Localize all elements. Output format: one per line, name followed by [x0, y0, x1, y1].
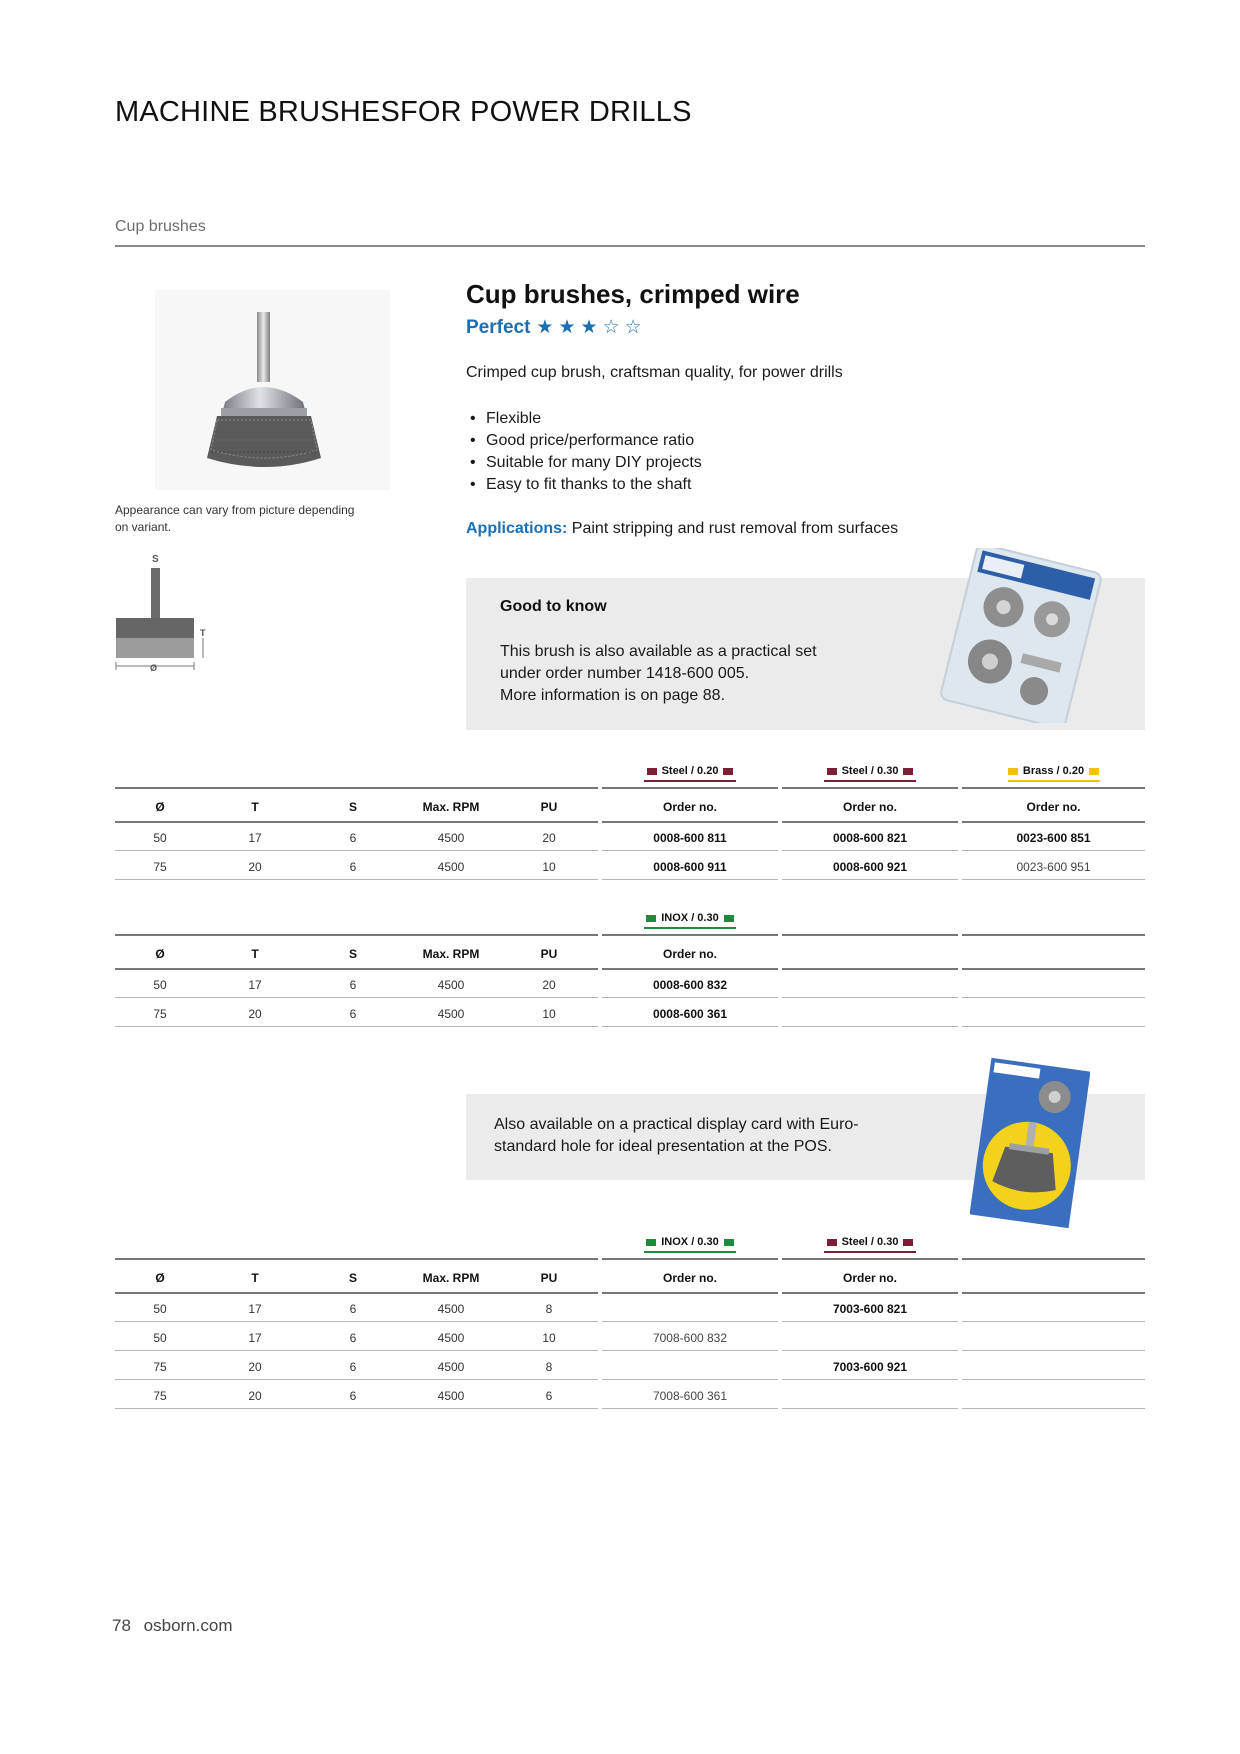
- order-number-cell: 0008-600 361: [652, 1007, 728, 1021]
- table-cell-t: 20: [248, 1360, 262, 1374]
- column-header-d: Ø: [155, 1271, 165, 1285]
- table-cell-pu: 8: [545, 1302, 553, 1316]
- table-row-rule: [602, 850, 778, 851]
- material-name: Steel / 0.30: [841, 1236, 899, 1248]
- column-header-s: S: [348, 800, 357, 814]
- rating-stars: [536, 318, 646, 338]
- photo-caption: Appearance can vary from picture depending on variant.: [115, 503, 355, 534]
- order-number-cell: 0008-600 811: [653, 831, 727, 845]
- table-cell-s: 6: [349, 860, 357, 874]
- material-color-swatch: [827, 1239, 837, 1246]
- table-cell-s: 6: [349, 1331, 357, 1345]
- display-card-text: Also available on a practical display card with Euro-standard hole for ideal presentation at the POS.: [494, 1116, 859, 1155]
- order-number-cell: 7008-600 832: [652, 1331, 728, 1345]
- table-row-rule: [602, 1026, 778, 1027]
- table-row-rule: [962, 1026, 1145, 1027]
- order-number-cell: 0008-600 911: [653, 860, 727, 874]
- table-row-rule: [782, 1350, 958, 1351]
- column-header-pu: PU: [540, 1271, 558, 1285]
- good-to-know-title: Good to know: [500, 598, 607, 615]
- table-cell-rpm: 4500: [437, 1007, 465, 1021]
- table-cell-t: 17: [248, 1302, 262, 1316]
- section-label: Cup brushes: [115, 218, 206, 235]
- table-row-rule: [782, 1379, 958, 1380]
- material-label: [782, 1234, 958, 1250]
- material-color-swatch: [646, 1239, 656, 1246]
- table-header-bottom-rule: [782, 821, 958, 823]
- star-filled-icon: ★: [580, 317, 598, 338]
- table-row-rule: [962, 1408, 1145, 1409]
- table-row-rule: [115, 850, 598, 851]
- material-name: INOX / 0.30: [661, 912, 719, 924]
- drawing-d-label: Ø: [150, 663, 158, 673]
- order-number-cell: 0023-600 951: [1016, 860, 1091, 874]
- table-cell-pu: 10: [542, 860, 556, 874]
- table-header-bottom-rule: [115, 968, 598, 970]
- table-row-rule: [115, 997, 598, 998]
- material-label: [602, 763, 778, 779]
- column-header-s: S: [348, 1271, 357, 1285]
- page-footer: [112, 1616, 232, 1636]
- column-header-order-no: Order no.: [842, 800, 897, 814]
- order-number-cell: 0008-600 821: [832, 831, 908, 845]
- table-row-rule: [115, 879, 598, 880]
- table-header-top-rule: [115, 934, 598, 936]
- table-header-top-rule: [962, 1258, 1145, 1260]
- table-header-top-rule: [962, 787, 1145, 789]
- column-header-t: T: [251, 1271, 259, 1285]
- display-card-photo: [970, 1058, 1090, 1228]
- table-cell-d: 75: [153, 860, 167, 874]
- brush-set-package-photo: [935, 548, 1105, 723]
- table-row-rule: [115, 1350, 598, 1351]
- table-header-top-rule: [782, 934, 958, 936]
- table-row-rule: [782, 1321, 958, 1322]
- order-number-cell: 0008-600 921: [832, 860, 908, 874]
- table-row-rule: [115, 1379, 598, 1380]
- table-cell-rpm: 4500: [437, 978, 465, 992]
- footer-site: osborn.com: [143, 1616, 233, 1635]
- feature-item: • Suitable for many DIY projects: [470, 454, 702, 471]
- column-header-t: T: [251, 800, 259, 814]
- table-row-rule: [602, 1321, 778, 1322]
- applications-text: Paint stripping and rust removal from surfaces: [571, 520, 899, 537]
- drawing-t-label: T: [200, 628, 206, 638]
- table-cell-s: 6: [349, 831, 357, 845]
- order-number-cell: 7003-600 821: [832, 1302, 908, 1316]
- table-header-top-rule: [602, 787, 778, 789]
- table-cell-d: 50: [153, 831, 167, 845]
- material-color-swatch: [723, 768, 733, 775]
- material-label: [602, 1234, 778, 1250]
- table-row-rule: [602, 997, 778, 998]
- column-header-pu: PU: [540, 800, 558, 814]
- material-color-swatch: [647, 768, 657, 775]
- table-header-bottom-rule: [782, 968, 958, 970]
- table-cell-rpm: 4500: [437, 860, 465, 874]
- quality-label: Perfect: [466, 317, 531, 338]
- table-cell-pu: 6: [545, 1389, 553, 1403]
- column-header-rpm: Max. RPM: [422, 947, 480, 961]
- table-row-rule: [962, 1321, 1145, 1322]
- order-number-cell: 0008-600 832: [652, 978, 728, 992]
- table-row-rule: [115, 1321, 598, 1322]
- dimension-drawing: [112, 550, 217, 675]
- quality-rating: [466, 317, 647, 339]
- table-row-rule: [782, 1408, 958, 1409]
- material-color-swatch: [827, 768, 837, 775]
- table-cell-d: 50: [153, 978, 167, 992]
- page-title: MACHINE BRUSHESFOR POWER DRILLS: [115, 96, 692, 128]
- table-row-rule: [115, 1026, 598, 1027]
- table-cell-t: 17: [248, 1331, 262, 1345]
- table-cell-pu: 10: [542, 1007, 556, 1021]
- table-row-rule: [962, 997, 1145, 998]
- table-row-rule: [782, 1026, 958, 1027]
- table-header-top-rule: [115, 787, 598, 789]
- material-color-swatch: [724, 915, 734, 922]
- table-row-rule: [782, 997, 958, 998]
- column-header-s: S: [348, 947, 357, 961]
- table-header-top-rule: [782, 787, 958, 789]
- material-underline: [644, 1251, 736, 1253]
- column-header-order-no: Order no.: [662, 800, 717, 814]
- section-divider: [115, 245, 1145, 247]
- table-cell-d: 75: [153, 1389, 167, 1403]
- material-color-swatch: [903, 768, 913, 775]
- table-cell-rpm: 4500: [437, 1389, 465, 1403]
- table-cell-t: 17: [248, 831, 262, 845]
- table-row-rule: [602, 1379, 778, 1380]
- table-cell-d: 75: [153, 1007, 167, 1021]
- material-name: Brass / 0.20: [1022, 765, 1085, 777]
- table-cell-pu: 20: [542, 978, 556, 992]
- table-row-rule: [962, 1379, 1145, 1380]
- material-name: Steel / 0.20: [661, 765, 719, 777]
- order-number-cell: 7008-600 361: [652, 1389, 728, 1403]
- table-cell-t: 20: [248, 1007, 262, 1021]
- cup-brush-photo: [155, 290, 390, 490]
- table-cell-s: 6: [349, 1360, 357, 1374]
- table-cell-t: 20: [248, 860, 262, 874]
- table-header-bottom-rule: [602, 968, 778, 970]
- table-row-rule: [602, 879, 778, 880]
- table-row-rule: [602, 1350, 778, 1351]
- table-row-rule: [782, 850, 958, 851]
- table-row-rule: [962, 850, 1145, 851]
- table-row-rule: [782, 879, 958, 880]
- column-header-order-no: Order no.: [842, 1271, 897, 1285]
- column-header-rpm: Max. RPM: [422, 1271, 480, 1285]
- material-label: [602, 910, 778, 926]
- table-cell-s: 6: [349, 1302, 357, 1316]
- table-cell-s: 6: [349, 1007, 357, 1021]
- material-color-swatch: [903, 1239, 913, 1246]
- table-cell-rpm: 4500: [437, 831, 465, 845]
- column-header-t: T: [251, 947, 259, 961]
- table-header-bottom-rule: [962, 821, 1145, 823]
- column-header-d: Ø: [155, 947, 165, 961]
- table-header-bottom-rule: [962, 1292, 1145, 1294]
- applications-label: Applications:: [466, 520, 568, 537]
- table-cell-d: 50: [153, 1331, 167, 1345]
- good-to-know-text: This brush is also available as a practical set under order number 1418-600 005. More information is on page 88.: [500, 643, 817, 704]
- table-row-rule: [115, 1408, 598, 1409]
- feature-item: • Easy to fit thanks to the shaft: [470, 476, 692, 493]
- feature-item: • Good price/performance ratio: [470, 432, 695, 449]
- applications: [466, 520, 898, 538]
- material-label: [962, 763, 1145, 779]
- material-color-swatch: [724, 1239, 734, 1246]
- drawing-s-label: S: [152, 554, 159, 565]
- column-header-rpm: Max. RPM: [422, 800, 480, 814]
- column-header-order-no: Order no.: [662, 1271, 717, 1285]
- material-color-swatch: [646, 915, 656, 922]
- table-cell-rpm: 4500: [437, 1331, 465, 1345]
- material-underline: [644, 780, 736, 782]
- column-header-order-no: Order no.: [662, 947, 717, 961]
- table-cell-s: 6: [349, 1389, 357, 1403]
- table-header-bottom-rule: [115, 1292, 598, 1294]
- material-underline: [644, 927, 736, 929]
- star-outline-icon: ☆: [624, 317, 642, 338]
- table-cell-d: 50: [153, 1302, 167, 1316]
- table-cell-pu: 20: [542, 831, 556, 845]
- table-header-bottom-rule: [602, 821, 778, 823]
- star-filled-icon: ★: [536, 317, 554, 338]
- product-intro: Crimped cup brush, craftsman quality, for power drills: [466, 364, 843, 381]
- material-underline: [1008, 780, 1100, 782]
- table-cell-t: 17: [248, 978, 262, 992]
- page-number: 78: [112, 1616, 131, 1635]
- table-header-top-rule: [602, 934, 778, 936]
- material-color-swatch: [1008, 768, 1018, 775]
- table-cell-rpm: 4500: [437, 1302, 465, 1316]
- material-underline: [824, 780, 916, 782]
- table-row-rule: [962, 879, 1145, 880]
- table-cell-rpm: 4500: [437, 1360, 465, 1374]
- table-header-bottom-rule: [602, 1292, 778, 1294]
- feature-item: • Flexible: [470, 410, 542, 427]
- table-cell-d: 75: [153, 1360, 167, 1374]
- table-row-rule: [602, 1408, 778, 1409]
- material-name: INOX / 0.30: [661, 1236, 719, 1248]
- column-header-d: Ø: [155, 800, 165, 814]
- product-title: Cup brushes, crimped wire: [466, 279, 800, 309]
- table-row-rule: [962, 1350, 1145, 1351]
- column-header-order-no: Order no.: [1026, 800, 1081, 814]
- table-header-bottom-rule: [962, 968, 1145, 970]
- table-header-top-rule: [782, 1258, 958, 1260]
- table-cell-pu: 10: [542, 1331, 556, 1345]
- table-header-top-rule: [602, 1258, 778, 1260]
- star-outline-icon: ☆: [602, 317, 620, 338]
- table-header-bottom-rule: [115, 821, 598, 823]
- table-cell-s: 6: [349, 978, 357, 992]
- material-color-swatch: [1089, 768, 1099, 775]
- material-label: [782, 763, 958, 779]
- table-cell-t: 20: [248, 1389, 262, 1403]
- table-header-top-rule: [115, 1258, 598, 1260]
- column-header-pu: PU: [540, 947, 558, 961]
- table-header-bottom-rule: [782, 1292, 958, 1294]
- order-number-cell: 7003-600 921: [832, 1360, 908, 1374]
- feature-list: [466, 408, 702, 496]
- material-name: Steel / 0.30: [841, 765, 899, 777]
- table-header-top-rule: [962, 934, 1145, 936]
- table-cell-pu: 8: [545, 1360, 553, 1374]
- material-underline: [824, 1251, 916, 1253]
- order-number-cell: 0023-600 851: [1016, 831, 1091, 845]
- star-filled-icon: ★: [558, 317, 576, 338]
